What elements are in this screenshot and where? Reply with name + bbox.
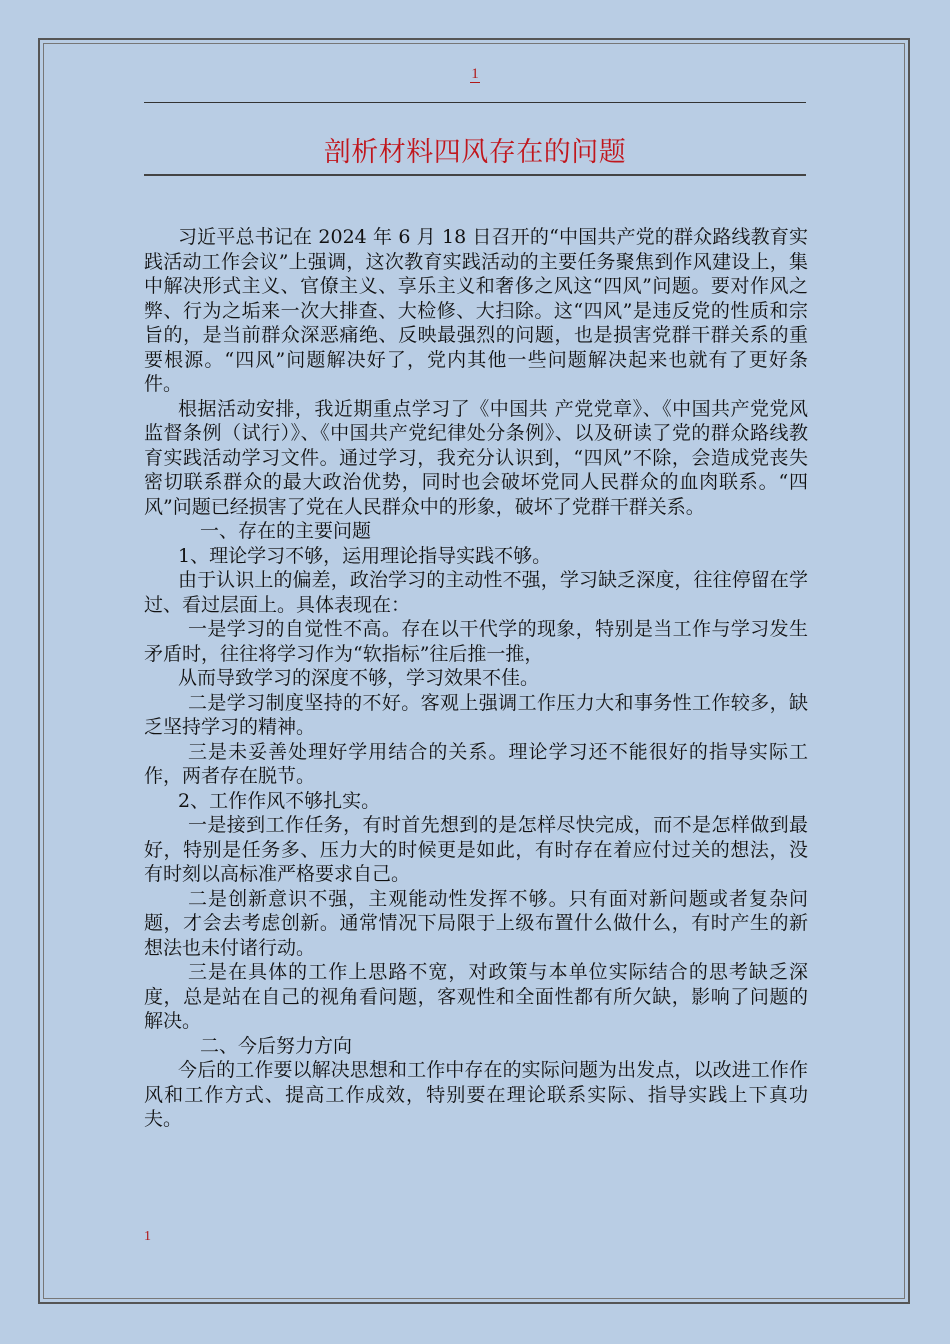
header-divider	[144, 102, 806, 103]
header-page-number-text: 1	[471, 66, 479, 82]
document-title: 剖析材料四风存在的问题	[323, 137, 627, 168]
title-divider	[144, 174, 806, 176]
paragraph: 三是未妥善处理好学用结合的关系。理论学习还不能很好的指导实际工作，两者存在脱节。	[144, 740, 808, 787]
paragraph: 从而导致学习的深度不够，学习效果不佳。	[178, 667, 540, 689]
paragraph: 一是接到工作任务，有时首先想到的是怎样尽快完成，而不是怎样做到最好，特别是任务多、压力大的时候更是如此，有时存在着应付过关的想法，没有时刻以高标准严格要求自己。	[144, 814, 808, 885]
section-heading: 二、今后努力方向	[200, 1034, 353, 1057]
paragraph: 今后的工作要以解决思想和工作中存在的实际问题为出发点，以改进工作作风和工作方式、提高工作成效，特别要在理论联系实际、指导实践上下真功夫。	[144, 1059, 808, 1130]
paragraph: 二是学习制度坚持的不好。客观上强调工作压力大和事务性工作较多，缺乏坚持学习的精神。	[144, 691, 808, 738]
footer-page-number: 1	[144, 1229, 151, 1244]
paragraph: 二是创新意识不强，主观能动性发挥不够。只有面对新问题或者复杂问题，才会去考虑创新。通常情况下局限于上级布置什么做什么，有时产生的新想法也未付诸行动。	[144, 887, 808, 959]
paragraph: 根据活动安排，我近期重点学习了《中国共 产党党章》、《中国共产党党风监督条例（试行）》、《中国共产党纪律处分条例》、以及研读了党的群众路线教育实践活动学习文件。通过学习，我充分认识到，“四风”不除，会造成党丧失密切联系群众的最大政治优势，同时也会破坏党同人民群众的血肉联系。“四风”问题已经损害了党在人民群众中的形象，破坏了党群干群关系。	[144, 397, 808, 518]
paragraph: 由于认识上的偏差，政治学习的主动性不强，学习缺乏深度，往往停留在学过、看过层面上。具体表现在：	[144, 569, 808, 616]
subsection-heading: 1、理论学习不够，运用理论指导实践不够。	[178, 544, 552, 567]
subsection-heading: 2、工作作风不够扎实。	[178, 789, 381, 812]
paragraph: 一是学习的自觉性不高。存在以干代学的现象，特别是当工作与学习发生矛盾时，往往将学习作为“软指标”往后推一推，	[144, 618, 808, 665]
header-page-number	[0, 66, 950, 83]
section-heading: 一、存在的主要问题	[200, 520, 372, 542]
paragraph: 三是在具体的工作上思路不宽，对政策与本单位实际结合的思考缺乏深度，总是站在自己的视角看问题，客观性和全面性都有所欠缺，影响了问题的解决。	[144, 961, 808, 1032]
paragraph: 习近平总书记在 2024 年 6 月 18 日召开的“中国共产党的群众路线教育实践活动工作会议”上强调，这次教育实践活动的主要任务聚焦到作风建设上，集中解决形式主义、官僚主义、享乐主义和奢侈之风这“四风”问题。要对作风之弊、行为之垢来一次大排查、大检修、大扫除。这“四风”是违反党的性质和宗旨的，是当前群众深恶痛绝、反映最强烈的问题，也是损害党群干群关系的重要根源。“四风”问题解决好了，党内其他一些问题解决起来也就有了更好条件。	[144, 226, 808, 395]
document-body	[144, 225, 808, 1132]
